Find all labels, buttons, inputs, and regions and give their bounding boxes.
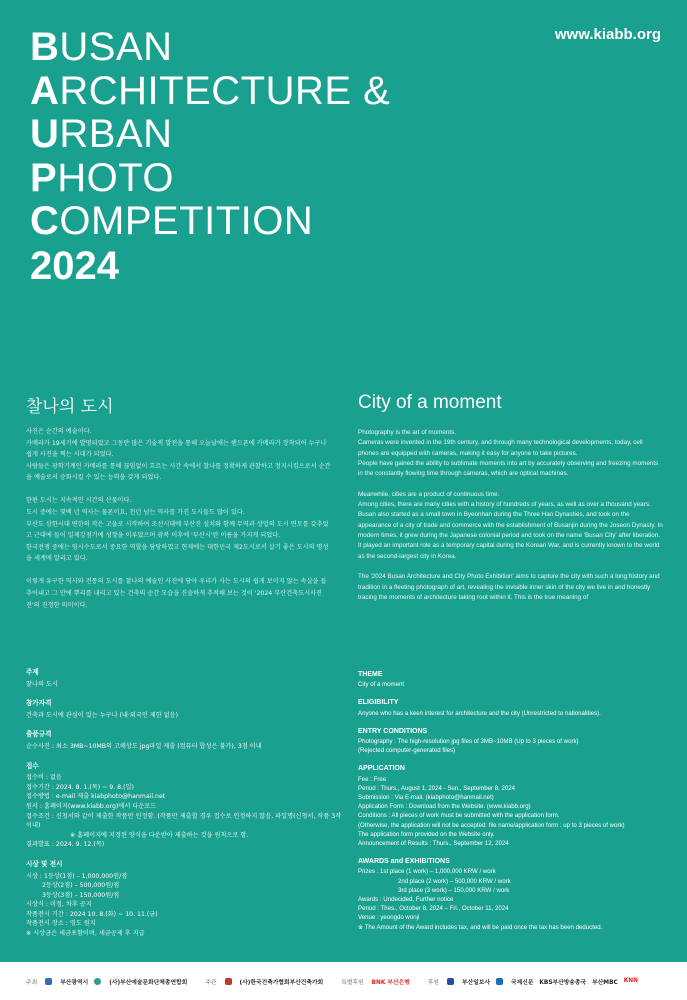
title-line-competition: COMPETITION bbox=[30, 199, 314, 243]
poster-title bbox=[30, 26, 390, 288]
korean-paragraph: 사진은 순간의 예술이다. 카메라가 19세기에 발명되었고 그동안 많은 기술적 발전을 통해 오늘날에는 핸드폰에 카메라가 장착되어 누구나 쉽게 사진을 찍는 시대가 되었다. 사람들은 광학기계인 카메라를 통해 끊임없이 흐르는 시간 속에서 찰나를 정확하게 관찰하고 정지시킴으로서 순간을 예술로서 승화시킬 수 있는 능력을 갖게 되었다. bbox=[26, 428, 331, 482]
korean-paragraph: 한편 도시는 지속적인 시간의 산물이다. 도시 중에는 몇백 년 역사는 물론이요, 천년 넘는 역사를 가진 도시들도 많이 있다. 부산도 삼한시대 변한의 작은 고을로 시작하여 조선시대에 부산진 설치와 함께 무역과 상업의 도시 면모를 갖추었고 근대에 들어 일제강점기에 성장을 이루었으며 광복 이후에 '부산시'란 이름을 가지게 되었다. 한국전쟁 중에는 임시수도로서 중요한 역할을 담당하였고 현재에는 대한민국 제2도시로서 살기 좋은 도시의 명성을 세계에 알리고 있다. bbox=[26, 497, 329, 563]
title-line-urban: URBAN bbox=[30, 112, 173, 156]
korean-paragraph: 이렇게 유구한 역사와 전통의 도시를 찰나의 예술인 사진에 담아 우리가 사는 도시의 쉽게 보이지 않는 속살을 들추어내고 그 안에 뿌리를 내리고 있는 건축의 순간 모습을 진솔하게 추적해 보는 것이 '2024 부산건축도시사진전'의 진정한 의미이다. bbox=[26, 578, 327, 609]
title-year: 2024 bbox=[30, 243, 119, 288]
korean-info bbox=[26, 668, 346, 949]
english-info bbox=[358, 670, 678, 941]
kor-info-theme: 주제 찰나의 도시 bbox=[26, 668, 58, 688]
kor-info-awards: 시상 및 전시 시상 : 1등상(1점) – 1,000,000원/점 2등상(2점) – 500,000원/점 3등상(3점) – 150,000원/점 시상식 : 미정, 차후 공지 작품전시 기간 : 2024 10. 8.(화) ~ 10. 11.(금) 작품전시 장소 : 영도 원지 ※ 시상금은 세금포함이며, 세금공제 후 지급 bbox=[26, 859, 158, 938]
kia-logo-icon bbox=[225, 978, 232, 985]
eng-info-awards: AWARDS and EXHIBITIONS Prizes : 1st place (1 work) – 1,000,000 KRW / work 2nd place (2 work) – 500,000 KRW / work 3rd place (3 work) – 150,000 KRW / work Awards : Undecided, Further notice Period : Thes., October 8, 2024 – Fri., October 11, 2024 Venue : yeongdo wonji ※ The Amount of the Award includes tax, and will be paid once the tax has been deducted. bbox=[358, 858, 603, 931]
english-description bbox=[358, 428, 663, 614]
english-paragraph: Meanwhile, cities are a product of continuous time. Among cities, there are many cities with a history of hundreds of years, as well as over a thousand years. Busan also started as a small town in Byeonhan during the Three Han Dynasties, and took on the appearance of a city of trade and commerce with the establishment of Busanjin during the Joseon Dynasty. In modern times, it grew during the Japanese colonial period and took on the name 'Busan City' after liberation. It played an important role as a temporary capital during the Korean War, and is currently known to the world as the second-largest city in Korea. bbox=[358, 490, 663, 560]
korean-heading: 찰나의 도시 bbox=[26, 397, 114, 417]
footer-organizer: 주관 (사)한국건축가협회부산건축가회 bbox=[205, 979, 324, 986]
english-paragraph: Photography is the art of moments. Cameras were invented in the 19th century, and through many technological developments, today, cell phones are equipped with cameras, making it easy for anyone to take pictures. People have gained the ability to sublimate moments into art by accurately observing and freezing moments in the constantly flowing time through cameras, which are optical machines. bbox=[358, 429, 659, 478]
footer-special-sponsor: 특별후원 BNK 부산은행 bbox=[341, 979, 410, 986]
title-line-busan: BUSAN bbox=[30, 25, 173, 69]
busan-city-logo-icon bbox=[45, 978, 52, 985]
footer-sponsors: 후원 부산일보사 국제신문 KBS부산방송총국 부산MBC KNN bbox=[427, 978, 638, 986]
english-paragraph: The '2024 Busan Architecture and City Photo Exhibition' aims to capture the city with such a long history and tradition in a fleeting photograph of art, revealing the invisible inner skin of the city we live in and honestly tracing the moments of architecture taking root within it. This is the true meaning of bbox=[358, 573, 660, 601]
eng-info-application: APPLICATION Fee : Free Period : Thurs., August 1, 2024 - Sun., September 8, 2024 Submission : Via E-mail. (kiabphoto@hanmail.net) Application Form : Download from the Website. (www.kiabb.org) Conditions : All pieces of work must be submitted with the application form. (Otherwise, the application will not be accepted: file name/application form : up to 3 pieces of work) The application form provided on the Website only. Announcement of Results : Thurs., September 12, 2024 bbox=[358, 765, 625, 848]
eng-info-theme: THEME City of a moment bbox=[358, 671, 405, 689]
title-line-architecture: ARCHITECTURE & bbox=[30, 68, 391, 113]
eng-info-entry: ENTRY CONDITIONS Photography : The high-resolution jpg files of 3MB~10MB (Up to 3 pieces of work) (Rejected computer-generated files) bbox=[358, 727, 579, 755]
english-heading: City of a moment bbox=[358, 392, 502, 413]
korean-description bbox=[26, 426, 332, 622]
footer-host: 주최 부산광역시 (사)부산예술문화단체총연합회 bbox=[26, 979, 188, 986]
arts-federation-logo-icon bbox=[94, 978, 101, 985]
busan-ilbo-logo-icon bbox=[447, 978, 454, 985]
kor-info-entry: 출품규격 순수사진 : 최소 3MB~10MB의 고해상도 jpg파일 제출 (컴퓨터 합성은 불가), 3점 이내 bbox=[26, 730, 262, 750]
kor-info-eligibility: 참가자격 건축과 도시에 관심이 있는 누구나 (내·외국인 제한 없음) bbox=[26, 699, 179, 719]
kookje-logo-icon bbox=[496, 978, 503, 985]
kor-info-application: 접수 접수비 : 없음 접수기간 : 2024. 8. 1.(목) ~ 9. 8.(일) 접수방법 : e-mail 제출 kiabphoto@hanmail.net 원서 : 홈페이지(www.kiabb.org)에서 다운로드 접수조건 : 신청서와 같이 제출한 작품만 인정함. (작품만 제출할 경우 접수로 인정하지 않음, 파일명(신청서, 작품 3작 이내) ※ 홈페이지에 지정된 양식을 다운받아 제출하는 것을 원칙으로 함. 결과발표 : 2024. 9. 12.(목) bbox=[26, 761, 342, 849]
eng-info-eligibility: ELIGIBILITY Anyone who has a keen interest for architecture and the city (Unrestricted to nationalities). bbox=[358, 699, 601, 717]
title-line-photo: PHOTO bbox=[30, 155, 175, 200]
sponsor-footer bbox=[0, 962, 687, 1000]
website-url[interactable]: www.kiabb.org bbox=[554, 26, 661, 43]
